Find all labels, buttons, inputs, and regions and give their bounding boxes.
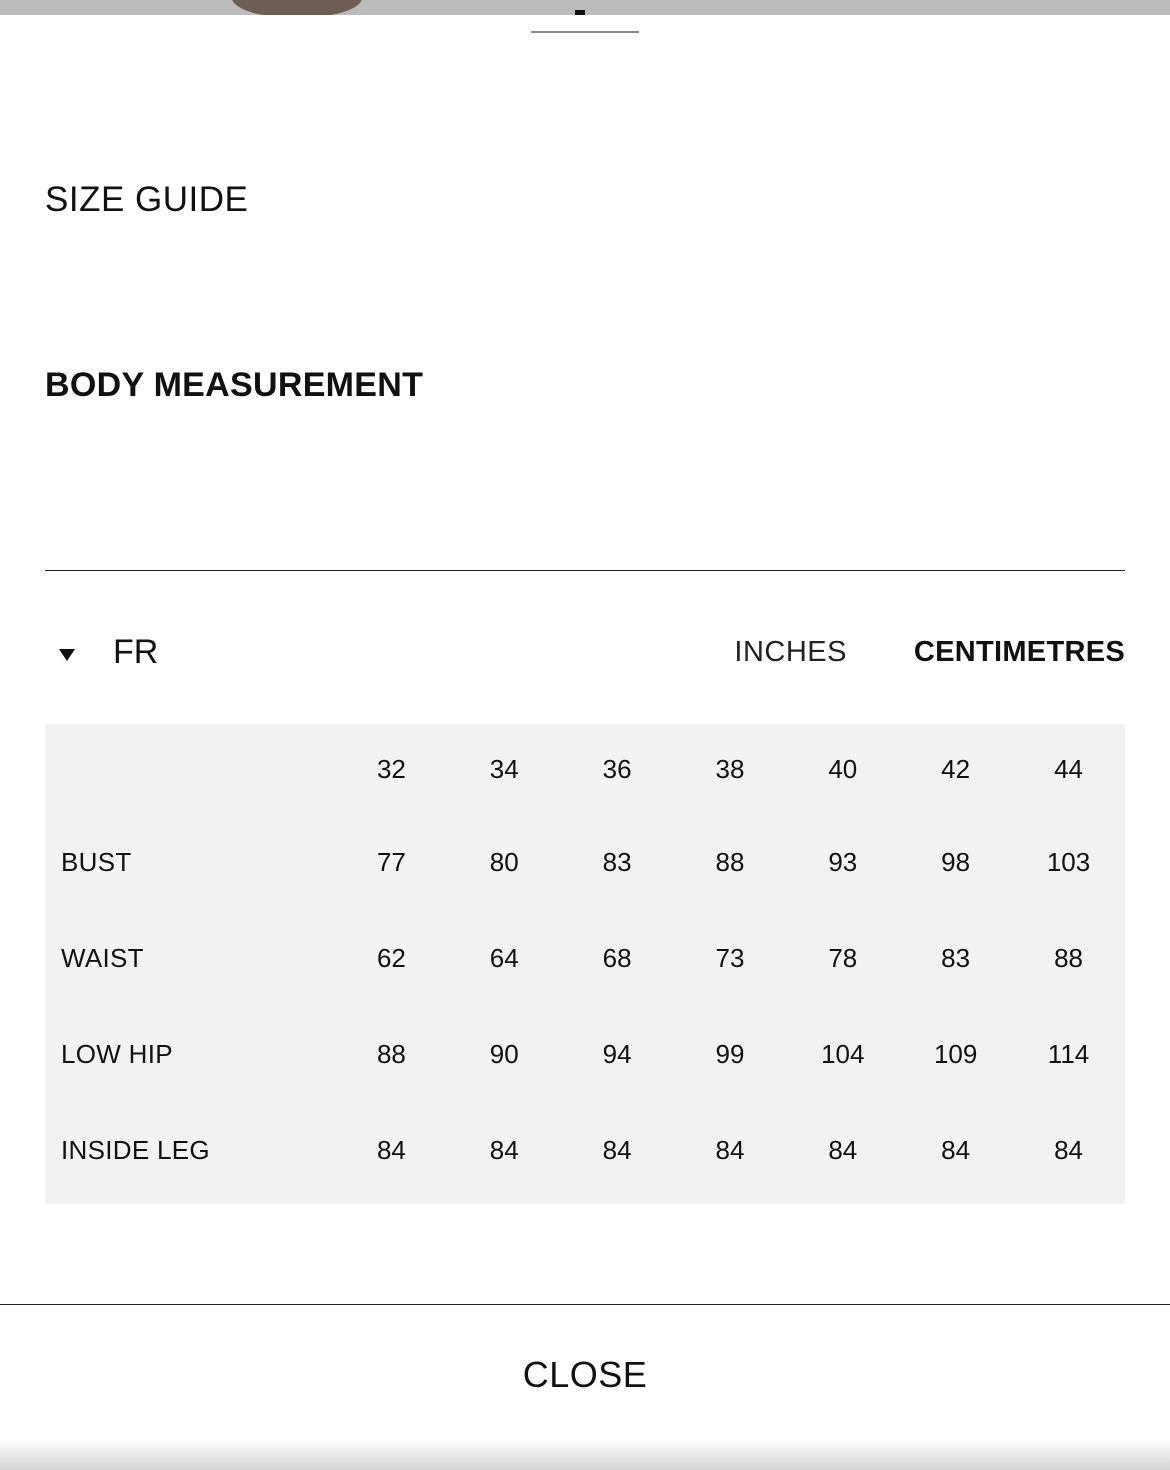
size-header: 38	[715, 753, 745, 784]
size-header: 42	[941, 753, 971, 784]
corner-cell	[45, 724, 335, 814]
table-row	[45, 1006, 1125, 1102]
row-label: LOW HIP	[61, 1038, 173, 1069]
table-cell: 88	[376, 1038, 406, 1069]
table-cell: 84	[941, 1134, 971, 1165]
table-cell: 84	[828, 1134, 858, 1165]
size-header: 34	[489, 753, 519, 784]
caret-down-icon	[59, 649, 75, 661]
size-table	[45, 724, 1125, 1198]
section-divider	[45, 570, 1125, 571]
region-select[interactable]	[45, 620, 158, 684]
size-table-container	[45, 724, 1125, 1204]
size-header: 40	[828, 753, 858, 784]
page-title: SIZE GUIDE	[45, 180, 249, 219]
table-cell: 80	[489, 846, 519, 877]
table-row	[45, 1102, 1125, 1198]
table-row	[45, 814, 1125, 910]
row-label: INSIDE LEG	[61, 1134, 210, 1165]
sheet-grab-handle[interactable]	[531, 31, 639, 33]
close-button[interactable]: CLOSE	[0, 1305, 1170, 1445]
table-cell: 84	[715, 1134, 745, 1165]
unit-toggle-centimetres[interactable]: CENTIMETRES	[913, 636, 1125, 668]
size-header: 44	[1054, 753, 1083, 784]
table-cell: 99	[715, 1038, 745, 1069]
table-cell: 84	[1054, 1134, 1083, 1165]
row-label: WAIST	[61, 942, 144, 973]
background-image-fragment	[232, 0, 362, 15]
table-cell: 90	[489, 1038, 519, 1069]
table-cell: 104	[821, 1038, 865, 1069]
size-header: 36	[602, 753, 632, 784]
table-cell: 78	[828, 942, 858, 973]
table-cell: 109	[933, 1038, 978, 1069]
table-cell: 64	[489, 942, 519, 973]
table-cell: 88	[1054, 942, 1083, 973]
unit-toggle-inches[interactable]: INCHES	[734, 636, 847, 668]
table-cell: 68	[602, 942, 632, 973]
background-page-strip	[0, 0, 1170, 15]
section-title: BODY MEASUREMENT	[45, 366, 424, 404]
table-cell: 94	[602, 1038, 632, 1069]
row-label: BUST	[61, 846, 132, 877]
size-header-row	[45, 724, 1125, 814]
region-label: FR	[113, 632, 159, 671]
table-controls	[45, 620, 1125, 684]
table-cell: 62	[376, 942, 406, 973]
table-cell: 84	[489, 1134, 519, 1165]
table-cell: 83	[941, 942, 971, 973]
table-cell: 103	[1046, 846, 1091, 877]
sheet-bottom-shadow	[0, 1440, 1170, 1470]
table-cell: 84	[376, 1134, 406, 1165]
table-row	[45, 910, 1125, 1006]
table-cell: 83	[602, 846, 632, 877]
table-cell: 93	[828, 846, 858, 877]
table-cell: 73	[715, 942, 745, 973]
table-cell: 98	[941, 846, 971, 877]
table-cell: 77	[376, 846, 406, 877]
table-cell: 114	[1047, 1038, 1090, 1069]
size-header: 32	[376, 753, 406, 784]
table-cell: 88	[715, 846, 745, 877]
table-cell: 84	[602, 1134, 632, 1165]
